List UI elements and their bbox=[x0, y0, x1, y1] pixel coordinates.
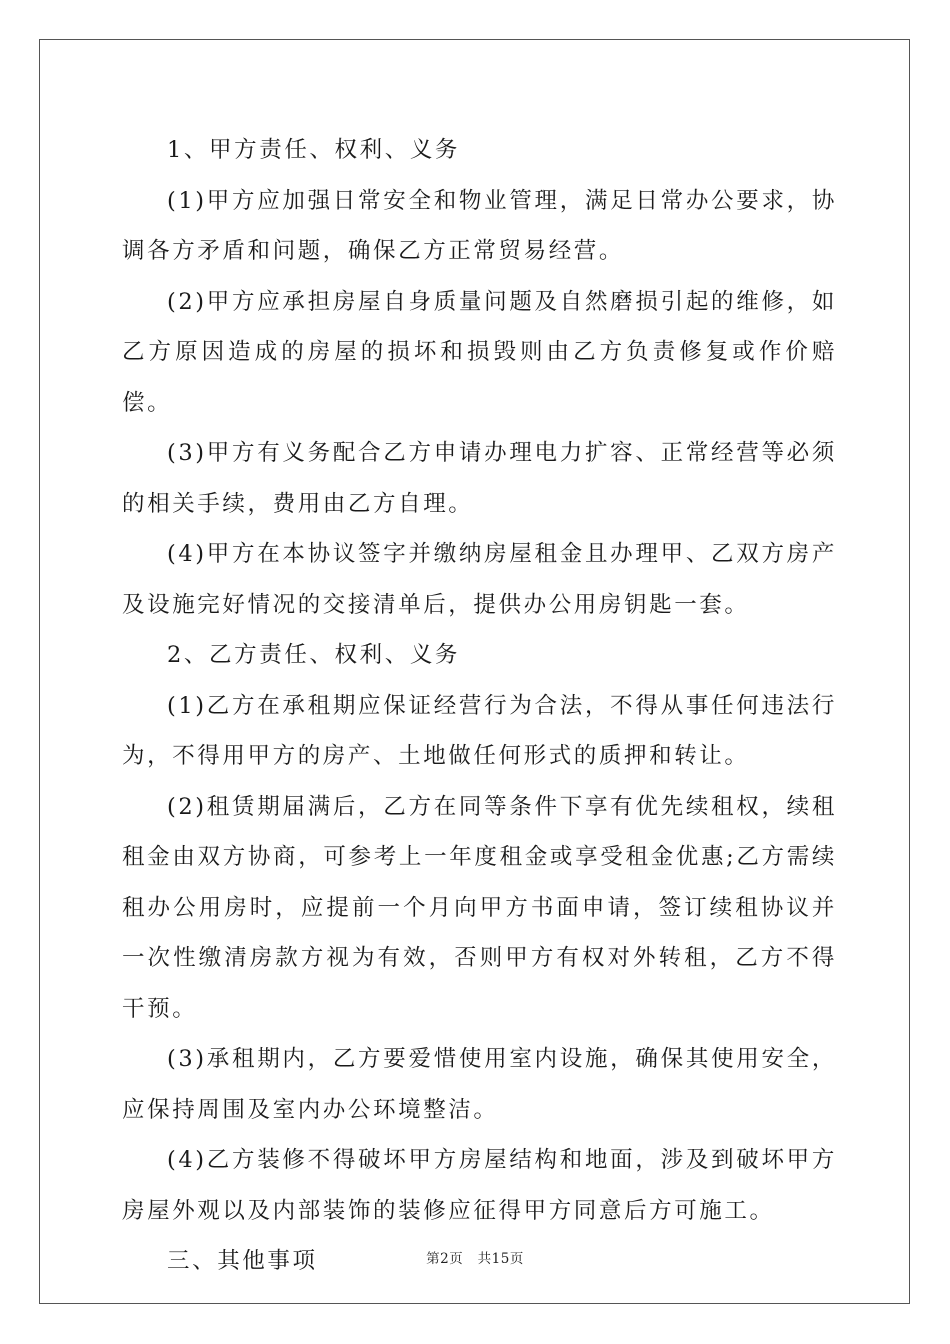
page-number: 第2页 bbox=[426, 1251, 464, 1267]
clause-a-4: (4)甲方在本协议签字并缴纳房屋租金且办理甲、乙双方房产及设施完好情况的交接清单后，提供办公用房钥匙一套。 bbox=[122, 541, 837, 618]
clause-b-2: (2)租赁期届满后，乙方在同等条件下享有优先续租权，续租租金由双方协商，可参考上一年度租金或享受租金优惠;乙方需续租办公用房时，应提前一个月向甲方书面申请，签订续租协议并一次性缴清房款方视为有效，否则甲方有权对外转租，乙方不得干预。 bbox=[122, 793, 837, 1022]
page-footer bbox=[0, 1247, 950, 1267]
section-heading-party-a: 1、甲方责任、权利、义务 bbox=[167, 137, 461, 163]
clause-b-3: (3)承租期内，乙方要爱惜使用室内设施，确保其使用安全，应保持周围及室内办公环境整洁。 bbox=[122, 1046, 837, 1123]
clause-b-1: (1)乙方在承租期应保证经营行为合法，不得从事任何违法行为，不得用甲方的房产、土地做任何形式的质押和转让。 bbox=[122, 692, 837, 769]
clause-b-4: (4)乙方装修不得破坏甲方房屋结构和地面，涉及到破坏甲方房屋外观以及内部装饰的装修应征得甲方同意后方可施工。 bbox=[122, 1147, 837, 1224]
section-heading-party-b: 2、乙方责任、权利、义务 bbox=[167, 642, 461, 668]
clause-a-3: (3)甲方有义务配合乙方申请办理电力扩容、正常经营等必须的相关手续，费用由乙方自理。 bbox=[122, 440, 837, 517]
document-body bbox=[122, 125, 837, 1287]
section-heading-other: 三、其他事项 bbox=[167, 1248, 318, 1274]
clause-a-1: (1)甲方应加强日常安全和物业管理，满足日常办公要求，协调各方矛盾和问题，确保乙方正常贸易经营。 bbox=[122, 187, 837, 264]
page-total: 共15页 bbox=[477, 1251, 524, 1267]
clause-a-2: (2)甲方应承担房屋自身质量问题及自然磨损引起的维修，如乙方原因造成的房屋的损坏和损毁则由乙方负责修复或作价赔偿。 bbox=[122, 288, 837, 416]
